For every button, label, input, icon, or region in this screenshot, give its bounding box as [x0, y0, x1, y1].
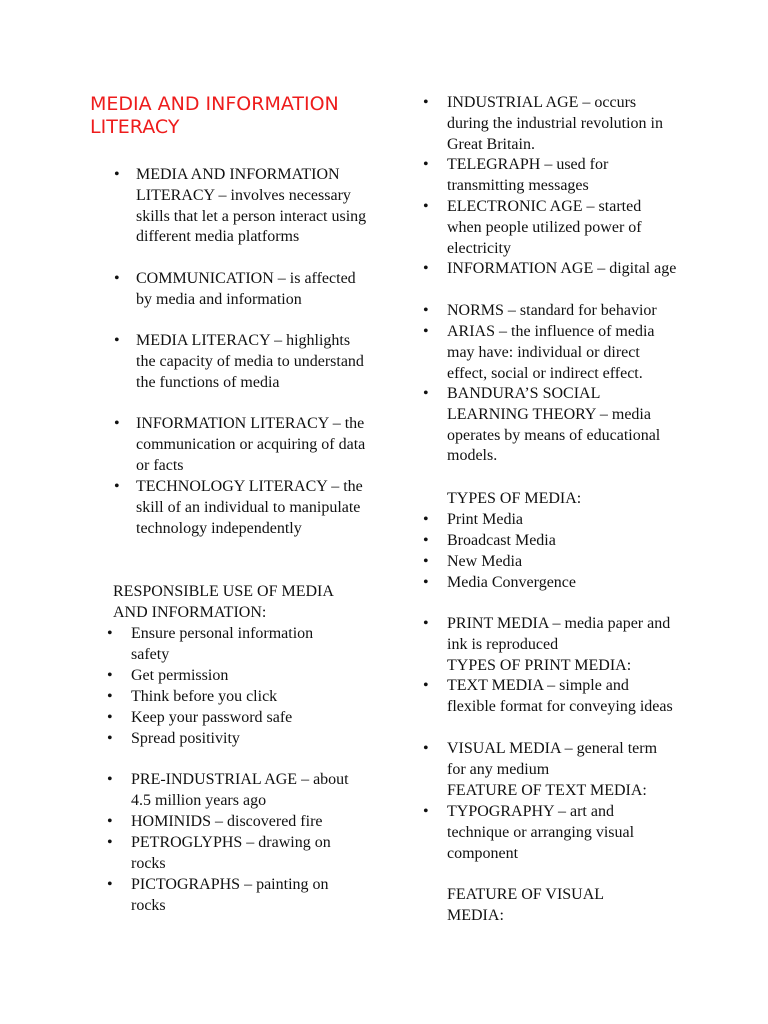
ages-list-right [423, 93, 677, 465]
types-of-media-list [423, 510, 677, 594]
list-item: • ARIAS – the influence of media may have: individual or direct effect, social or indirect effect. [423, 323, 655, 382]
types-of-media-heading: TYPES OF MEDIA: [447, 490, 582, 507]
bullet-icon: • [114, 332, 120, 349]
list-item: • PICTOGRAPHS – painting on rocks [107, 876, 329, 914]
list-item: • PRINT MEDIA – media paper and ink is reproduced [423, 615, 671, 653]
list-item: • ELECTRONIC AGE – started when people utilized power of electricity [423, 198, 642, 257]
list-item: • PETROGLYPHS – drawing on rocks [107, 834, 331, 872]
bullet-icon: • [423, 302, 429, 319]
bullet-icon: • [423, 198, 429, 215]
bullet-icon: • [423, 615, 429, 632]
bullet-icon: • [114, 270, 120, 287]
list-item: • Spread positivity [131, 729, 351, 750]
list-item: • COMMUNICATION – is affected by media and information [114, 270, 356, 308]
bullet-icon: • [107, 834, 113, 851]
list-item: • Keep your password safe [131, 708, 351, 729]
types-of-print-media-heading: TYPES OF PRINT MEDIA: [447, 657, 632, 674]
list-item: • BANDURA’S SOCIAL LEARNING THEORY – media operates by means of educational models. [423, 385, 661, 465]
list-item: • INDUSTRIAL AGE – occurs during the industrial revolution in Great Britain. [423, 94, 663, 153]
bullet-icon: • [423, 677, 429, 694]
list-item: • Broadcast Media [447, 531, 677, 552]
list-item: • PRE-INDUSTRIAL AGE – about 4.5 million years ago [107, 771, 349, 809]
bullet-icon: • [423, 553, 429, 570]
list-item: • Think before you click [131, 687, 351, 708]
bullet-icon: • [114, 166, 120, 183]
bullet-icon: • [114, 478, 120, 495]
document-title: MEDIA AND INFORMATION LITERACY [90, 93, 339, 138]
list-item: • HOMINIDS – discovered fire [131, 812, 361, 833]
bullet-icon: • [423, 260, 429, 277]
bullet-icon: • [107, 709, 113, 726]
bullet-icon: • [107, 667, 113, 684]
definitions-list [114, 165, 368, 560]
bullet-icon: • [107, 730, 113, 747]
bullet-icon: • [114, 415, 120, 432]
list-item: • TELEGRAPH – used for transmitting messages [423, 156, 609, 194]
feature-of-visual-media-heading: FEATURE OF VISUAL MEDIA: [447, 886, 604, 924]
bullet-icon: • [107, 876, 113, 893]
list-item: • Ensure personal information safety [107, 625, 314, 663]
responsible-use-heading: RESPONSIBLE USE OF MEDIA AND INFORMATION: [113, 583, 334, 621]
bullet-icon: • [423, 156, 429, 173]
list-item: • Print Media [447, 510, 677, 531]
list-item: • MEDIA LITERACY – highlights the capacity of media to understand the functions of media [114, 332, 364, 391]
bullet-icon: • [423, 94, 429, 111]
feature-of-text-media-heading: FEATURE OF TEXT MEDIA: [447, 782, 647, 799]
ages-list-left [107, 770, 361, 917]
bullet-icon: • [107, 771, 113, 788]
feature-of-text-media-list [423, 802, 677, 864]
list-item: • Media Convergence [447, 573, 677, 594]
bullet-icon: • [423, 532, 429, 549]
bullet-icon: • [423, 740, 429, 757]
list-item: • TYPOGRAPHY – art and technique or arranging visual component [423, 803, 635, 862]
list-item: • VISUAL MEDIA – general term for any medium [423, 740, 658, 778]
bullet-icon: • [107, 625, 113, 642]
list-item: • Get permission [131, 666, 351, 687]
list-item: • MEDIA AND INFORMATION LITERACY – involves necessary skills that let a person interact using different media platforms [114, 166, 367, 246]
bullet-icon: • [423, 323, 429, 340]
list-item: • TEXT MEDIA – simple and flexible format for conveying ideas [423, 677, 673, 715]
types-of-print-media-list [423, 676, 677, 781]
list-item: • INFORMATION LITERACY – the communication or acquiring of data or facts [114, 415, 366, 474]
bullet-icon: • [423, 511, 429, 528]
print-media-list [423, 614, 677, 656]
list-item: • TECHNOLOGY LITERACY – the skill of an individual to manipulate technology independently [114, 478, 363, 537]
bullet-icon: • [107, 813, 113, 830]
bullet-icon: • [423, 574, 429, 591]
list-item: • INFORMATION AGE – digital age [447, 259, 677, 301]
list-item: • NORMS – standard for behavior [447, 301, 677, 322]
list-item: • New Media [447, 552, 677, 573]
responsible-use-list [107, 624, 351, 750]
bullet-icon: • [423, 803, 429, 820]
bullet-icon: • [423, 385, 429, 402]
bullet-icon: • [107, 688, 113, 705]
